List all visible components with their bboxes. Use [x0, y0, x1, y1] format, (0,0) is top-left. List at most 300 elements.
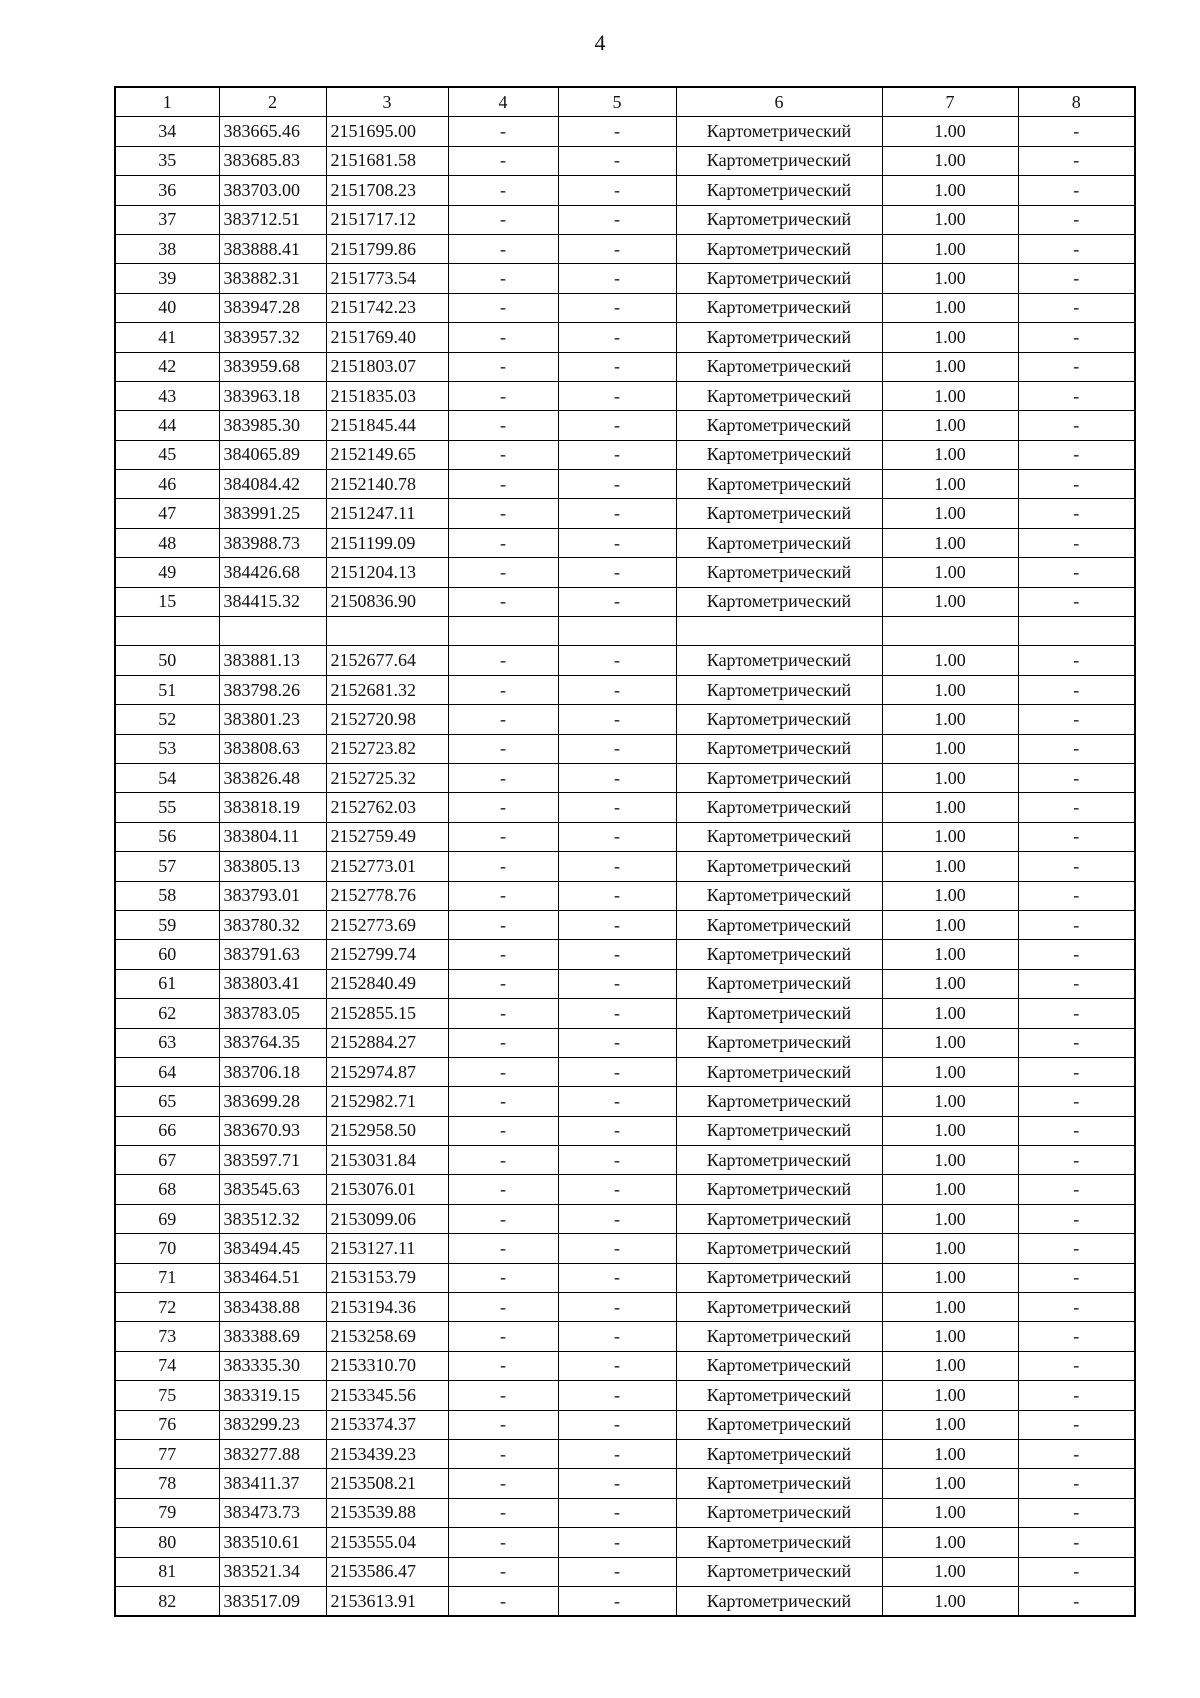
- coordinate-x: 383882.31: [219, 264, 326, 293]
- method: Картометрический: [676, 763, 882, 792]
- coordinate-y: 2151799.86: [326, 234, 448, 263]
- point-number: 77: [115, 1439, 219, 1468]
- col-8-value: -: [1018, 205, 1135, 234]
- coordinate-x: 383947.28: [219, 293, 326, 322]
- point-number: 37: [115, 205, 219, 234]
- accuracy: 1.00: [882, 587, 1018, 616]
- coordinate-x: 383277.88: [219, 1439, 326, 1468]
- col-8-value: -: [1018, 646, 1135, 675]
- col-4-value: -: [448, 675, 558, 704]
- col-4-value: -: [448, 1028, 558, 1057]
- point-number: 53: [115, 734, 219, 763]
- col-5-value: -: [558, 793, 676, 822]
- table-row: [115, 910, 1135, 939]
- method: Картометрический: [676, 822, 882, 851]
- method: Картометрический: [676, 146, 882, 175]
- col-5-value: -: [558, 705, 676, 734]
- accuracy: 1.00: [882, 1469, 1018, 1498]
- col-8-value: -: [1018, 1175, 1135, 1204]
- coordinate-x: 383764.35: [219, 1028, 326, 1057]
- table-row: [115, 1469, 1135, 1498]
- col-5-value: -: [558, 1469, 676, 1498]
- coordinate-y: 2153613.91: [326, 1586, 448, 1616]
- coordinate-x: 383685.83: [219, 146, 326, 175]
- table-row: [115, 1351, 1135, 1380]
- coordinate-y: 2152759.49: [326, 822, 448, 851]
- col-8-value: -: [1018, 1557, 1135, 1586]
- table-row: [115, 528, 1135, 557]
- col-5-value: -: [558, 675, 676, 704]
- coordinate-y: 2152799.74: [326, 940, 448, 969]
- method: Картометрический: [676, 1381, 882, 1410]
- col-8-value: -: [1018, 528, 1135, 557]
- coordinate-x: 383798.26: [219, 675, 326, 704]
- point-number: 48: [115, 528, 219, 557]
- coordinate-x: 383881.13: [219, 646, 326, 675]
- method: Картометрический: [676, 793, 882, 822]
- col-8-value: -: [1018, 440, 1135, 469]
- accuracy: 1.00: [882, 793, 1018, 822]
- col-8-value: -: [1018, 587, 1135, 616]
- col-5-value: -: [558, 734, 676, 763]
- point-number: 47: [115, 499, 219, 528]
- table-row: [115, 969, 1135, 998]
- col-4-value: [448, 617, 558, 646]
- method: Картометрический: [676, 381, 882, 410]
- accuracy: 1.00: [882, 999, 1018, 1028]
- method: Картометрический: [676, 1116, 882, 1145]
- col-4-value: -: [448, 587, 558, 616]
- col-8-value: -: [1018, 852, 1135, 881]
- point-number: 52: [115, 705, 219, 734]
- method: Картометрический: [676, 470, 882, 499]
- point-number: 69: [115, 1204, 219, 1233]
- col-5-value: -: [558, 1586, 676, 1616]
- accuracy: 1.00: [882, 1263, 1018, 1292]
- coordinate-y: 2152884.27: [326, 1028, 448, 1057]
- table-row: [115, 293, 1135, 322]
- col-4-value: -: [448, 205, 558, 234]
- point-number: 72: [115, 1293, 219, 1322]
- col-5-value: -: [558, 1087, 676, 1116]
- coordinate-x: 383818.19: [219, 793, 326, 822]
- col-8-value: -: [1018, 234, 1135, 263]
- col-8-value: -: [1018, 293, 1135, 322]
- col-5-value: -: [558, 1028, 676, 1057]
- coordinate-x: 383801.23: [219, 705, 326, 734]
- col-5-value: -: [558, 117, 676, 146]
- coordinate-x: 383521.34: [219, 1557, 326, 1586]
- coordinate-y: 2152725.32: [326, 763, 448, 792]
- accuracy: 1.00: [882, 1528, 1018, 1557]
- col-5-value: -: [558, 293, 676, 322]
- table-row: [115, 1204, 1135, 1233]
- method: [676, 617, 882, 646]
- point-number: 79: [115, 1498, 219, 1527]
- col-8-value: -: [1018, 675, 1135, 704]
- col-8-value: -: [1018, 1234, 1135, 1263]
- coordinate-x: 383957.32: [219, 323, 326, 352]
- table-row: [115, 1410, 1135, 1439]
- point-number: 61: [115, 969, 219, 998]
- point-number: 62: [115, 999, 219, 1028]
- accuracy: 1.00: [882, 1204, 1018, 1233]
- coordinate-x: 383959.68: [219, 352, 326, 381]
- col-4-value: -: [448, 117, 558, 146]
- col-8-value: -: [1018, 1410, 1135, 1439]
- col-4-value: -: [448, 1263, 558, 1292]
- col-8-value: -: [1018, 940, 1135, 969]
- col-8-value: -: [1018, 264, 1135, 293]
- coordinate-x: 383464.51: [219, 1263, 326, 1292]
- coordinate-x: 384065.89: [219, 440, 326, 469]
- coordinate-y: 2151717.12: [326, 205, 448, 234]
- accuracy: 1.00: [882, 264, 1018, 293]
- coordinate-y: 2152140.78: [326, 470, 448, 499]
- coordinate-y: 2153310.70: [326, 1351, 448, 1380]
- accuracy: 1.00: [882, 1234, 1018, 1263]
- coordinate-x: 383494.45: [219, 1234, 326, 1263]
- accuracy: 1.00: [882, 969, 1018, 998]
- table-row: [115, 1381, 1135, 1410]
- col-5-value: -: [558, 852, 676, 881]
- table-row: [115, 1028, 1135, 1057]
- col-5-value: -: [558, 1351, 676, 1380]
- coordinate-x: 383826.48: [219, 763, 326, 792]
- col-8-value: -: [1018, 352, 1135, 381]
- table-row: [115, 1057, 1135, 1086]
- col-8-value: -: [1018, 1057, 1135, 1086]
- coordinate-y: 2152677.64: [326, 646, 448, 675]
- coordinate-y: 2153439.23: [326, 1439, 448, 1468]
- point-number: 60: [115, 940, 219, 969]
- col-4-value: -: [448, 1498, 558, 1527]
- method: Картометрический: [676, 646, 882, 675]
- point-number: 38: [115, 234, 219, 263]
- coordinate-x: 383517.09: [219, 1586, 326, 1616]
- col-5-value: -: [558, 763, 676, 792]
- coordinate-x: 383805.13: [219, 852, 326, 881]
- coordinate-x: 383545.63: [219, 1175, 326, 1204]
- coordinate-x: 383411.37: [219, 1469, 326, 1498]
- col-8-value: -: [1018, 1116, 1135, 1145]
- col-8-value: -: [1018, 1381, 1135, 1410]
- col-8-value: -: [1018, 881, 1135, 910]
- coordinate-x: 383699.28: [219, 1087, 326, 1116]
- col-4-value: -: [448, 910, 558, 939]
- col-5-value: -: [558, 234, 676, 263]
- point-number: 78: [115, 1469, 219, 1498]
- accuracy: 1.00: [882, 940, 1018, 969]
- col-5-value: -: [558, 881, 676, 910]
- table-row: [115, 1234, 1135, 1263]
- coordinate-y: 2152855.15: [326, 999, 448, 1028]
- point-number: 41: [115, 323, 219, 352]
- point-number: 75: [115, 1381, 219, 1410]
- accuracy: 1.00: [882, 1116, 1018, 1145]
- col-8-value: [1018, 617, 1135, 646]
- col-4-value: -: [448, 705, 558, 734]
- table-row: [115, 734, 1135, 763]
- accuracy: 1.00: [882, 646, 1018, 675]
- method: Картометрический: [676, 176, 882, 205]
- point-number: 74: [115, 1351, 219, 1380]
- col-4-value: -: [448, 1469, 558, 1498]
- coordinate-y: 2153076.01: [326, 1175, 448, 1204]
- col-4-value: -: [448, 763, 558, 792]
- col-8-value: -: [1018, 1351, 1135, 1380]
- col-8-value: -: [1018, 1293, 1135, 1322]
- col-5-value: -: [558, 822, 676, 851]
- col-5-value: -: [558, 646, 676, 675]
- point-number: 35: [115, 146, 219, 175]
- method: Картометрический: [676, 969, 882, 998]
- table-row: [115, 705, 1135, 734]
- table-row: [115, 558, 1135, 587]
- point-number: 63: [115, 1028, 219, 1057]
- method: Картометрический: [676, 1146, 882, 1175]
- accuracy: 1.00: [882, 470, 1018, 499]
- col-4-value: -: [448, 499, 558, 528]
- method: Картометрический: [676, 323, 882, 352]
- accuracy: 1.00: [882, 822, 1018, 851]
- point-number: 57: [115, 852, 219, 881]
- coordinate-x: 383319.15: [219, 1381, 326, 1410]
- point-number: 68: [115, 1175, 219, 1204]
- accuracy: 1.00: [882, 910, 1018, 939]
- col-8-value: -: [1018, 411, 1135, 440]
- col-4-value: -: [448, 1204, 558, 1233]
- table-row: [115, 617, 1135, 646]
- accuracy: 1.00: [882, 1057, 1018, 1086]
- coordinate-y: 2151695.00: [326, 117, 448, 146]
- method: Картометрический: [676, 587, 882, 616]
- method: Картометрический: [676, 1498, 882, 1527]
- col-5-value: -: [558, 1528, 676, 1557]
- accuracy: 1.00: [882, 1381, 1018, 1410]
- coordinate-y: 2151199.09: [326, 528, 448, 557]
- col-8-value: -: [1018, 793, 1135, 822]
- accuracy: 1.00: [882, 352, 1018, 381]
- accuracy: 1.00: [882, 1175, 1018, 1204]
- coordinate-x: 383793.01: [219, 881, 326, 910]
- table-row: [115, 822, 1135, 851]
- coordinate-x: 383712.51: [219, 205, 326, 234]
- point-number: 58: [115, 881, 219, 910]
- col-5-value: -: [558, 587, 676, 616]
- accuracy: 1.00: [882, 881, 1018, 910]
- table-row: [115, 1498, 1135, 1527]
- accuracy: [882, 617, 1018, 646]
- point-number: 71: [115, 1263, 219, 1292]
- col-4-value: -: [448, 793, 558, 822]
- table-row: [115, 1116, 1135, 1145]
- col-5-value: -: [558, 1175, 676, 1204]
- method: Картометрический: [676, 1439, 882, 1468]
- col-5-value: -: [558, 264, 676, 293]
- col-5-value: -: [558, 411, 676, 440]
- table-row: [115, 1263, 1135, 1292]
- col-5-value: -: [558, 1381, 676, 1410]
- coordinate-x: 383670.93: [219, 1116, 326, 1145]
- col-5-value: [558, 617, 676, 646]
- accuracy: 1.00: [882, 1028, 1018, 1057]
- col-4-value: -: [448, 969, 558, 998]
- accuracy: 1.00: [882, 146, 1018, 175]
- table-row: [115, 587, 1135, 616]
- table-row: [115, 440, 1135, 469]
- col-4-value: -: [448, 176, 558, 205]
- accuracy: 1.00: [882, 1351, 1018, 1380]
- accuracy: 1.00: [882, 1557, 1018, 1586]
- col-4-value: -: [448, 381, 558, 410]
- accuracy: 1.00: [882, 323, 1018, 352]
- col-4-value: -: [448, 470, 558, 499]
- accuracy: 1.00: [882, 528, 1018, 557]
- column-header: 5: [558, 87, 676, 117]
- table-header-row: [115, 87, 1135, 117]
- coordinate-y: 2151204.13: [326, 558, 448, 587]
- point-number: 40: [115, 293, 219, 322]
- table-row: [115, 1528, 1135, 1557]
- coordinate-y: 2151769.40: [326, 323, 448, 352]
- coordinate-y: 2153099.06: [326, 1204, 448, 1233]
- method: Картометрический: [676, 1175, 882, 1204]
- table-row: [115, 881, 1135, 910]
- col-4-value: -: [448, 999, 558, 1028]
- table-row: [115, 852, 1135, 881]
- accuracy: 1.00: [882, 176, 1018, 205]
- coordinate-y: 2153031.84: [326, 1146, 448, 1175]
- col-4-value: -: [448, 323, 558, 352]
- col-8-value: -: [1018, 323, 1135, 352]
- table-row: [115, 763, 1135, 792]
- column-header: 4: [448, 87, 558, 117]
- method: Картометрический: [676, 1293, 882, 1322]
- col-8-value: -: [1018, 117, 1135, 146]
- col-5-value: -: [558, 176, 676, 205]
- coordinate-y: 2152773.69: [326, 910, 448, 939]
- coordinate-y: 2153153.79: [326, 1263, 448, 1292]
- col-5-value: -: [558, 558, 676, 587]
- coordinate-x: 384415.32: [219, 587, 326, 616]
- col-5-value: -: [558, 1498, 676, 1527]
- col-4-value: -: [448, 1557, 558, 1586]
- table-row: [115, 117, 1135, 146]
- accuracy: 1.00: [882, 734, 1018, 763]
- method: Картометрический: [676, 852, 882, 881]
- accuracy: 1.00: [882, 1586, 1018, 1616]
- method: Картометрический: [676, 264, 882, 293]
- method: Картометрический: [676, 499, 882, 528]
- table-row: [115, 411, 1135, 440]
- table-row: [115, 205, 1135, 234]
- column-header: 1: [115, 87, 219, 117]
- col-8-value: -: [1018, 910, 1135, 939]
- col-4-value: -: [448, 293, 558, 322]
- method: Картометрический: [676, 1263, 882, 1292]
- coordinate-x: 383783.05: [219, 999, 326, 1028]
- table-row: [115, 1439, 1135, 1468]
- method: Картометрический: [676, 1028, 882, 1057]
- table-row: [115, 940, 1135, 969]
- method: Картометрический: [676, 352, 882, 381]
- accuracy: 1.00: [882, 117, 1018, 146]
- method: Картометрический: [676, 1057, 882, 1086]
- coordinate-y: 2151742.23: [326, 293, 448, 322]
- coordinate-x: 383335.30: [219, 1351, 326, 1380]
- table-row: [115, 675, 1135, 704]
- col-8-value: -: [1018, 999, 1135, 1028]
- col-4-value: -: [448, 1322, 558, 1351]
- col-4-value: -: [448, 1116, 558, 1145]
- col-4-value: -: [448, 1087, 558, 1116]
- coordinate-x: 384426.68: [219, 558, 326, 587]
- col-5-value: -: [558, 205, 676, 234]
- table-row: [115, 1322, 1135, 1351]
- table-row: [115, 999, 1135, 1028]
- col-5-value: -: [558, 999, 676, 1028]
- col-5-value: -: [558, 1322, 676, 1351]
- col-4-value: -: [448, 528, 558, 557]
- col-8-value: -: [1018, 734, 1135, 763]
- accuracy: 1.00: [882, 499, 1018, 528]
- table-row: [115, 1557, 1135, 1586]
- accuracy: 1.00: [882, 675, 1018, 704]
- col-4-value: -: [448, 852, 558, 881]
- table-row: [115, 793, 1135, 822]
- accuracy: 1.00: [882, 558, 1018, 587]
- coordinate-x: 383703.00: [219, 176, 326, 205]
- coordinate-y: 2152974.87: [326, 1057, 448, 1086]
- coordinate-x: 384084.42: [219, 470, 326, 499]
- accuracy: 1.00: [882, 852, 1018, 881]
- col-8-value: -: [1018, 470, 1135, 499]
- col-8-value: -: [1018, 705, 1135, 734]
- accuracy: 1.00: [882, 411, 1018, 440]
- column-header: 3: [326, 87, 448, 117]
- coordinate-x: 383888.41: [219, 234, 326, 263]
- col-8-value: -: [1018, 822, 1135, 851]
- coordinate-y: 2153258.69: [326, 1322, 448, 1351]
- col-4-value: -: [448, 1057, 558, 1086]
- table-row: [115, 323, 1135, 352]
- point-number: 44: [115, 411, 219, 440]
- col-5-value: -: [558, 528, 676, 557]
- point-number: 67: [115, 1146, 219, 1175]
- method: Картометрический: [676, 205, 882, 234]
- col-4-value: -: [448, 1410, 558, 1439]
- col-8-value: -: [1018, 558, 1135, 587]
- method: Картометрический: [676, 293, 882, 322]
- point-number: 73: [115, 1322, 219, 1351]
- col-4-value: -: [448, 881, 558, 910]
- col-5-value: -: [558, 323, 676, 352]
- coordinate-y: 2151845.44: [326, 411, 448, 440]
- col-4-value: -: [448, 352, 558, 381]
- table-row: [115, 146, 1135, 175]
- accuracy: 1.00: [882, 440, 1018, 469]
- coordinate-y: 2151681.58: [326, 146, 448, 175]
- col-5-value: -: [558, 1146, 676, 1175]
- page-number: 4: [594, 30, 606, 55]
- method: Картометрический: [676, 940, 882, 969]
- accuracy: 1.00: [882, 1146, 1018, 1175]
- accuracy: 1.00: [882, 1087, 1018, 1116]
- point-number: 59: [115, 910, 219, 939]
- coordinate-x: 383991.25: [219, 499, 326, 528]
- col-8-value: -: [1018, 1146, 1135, 1175]
